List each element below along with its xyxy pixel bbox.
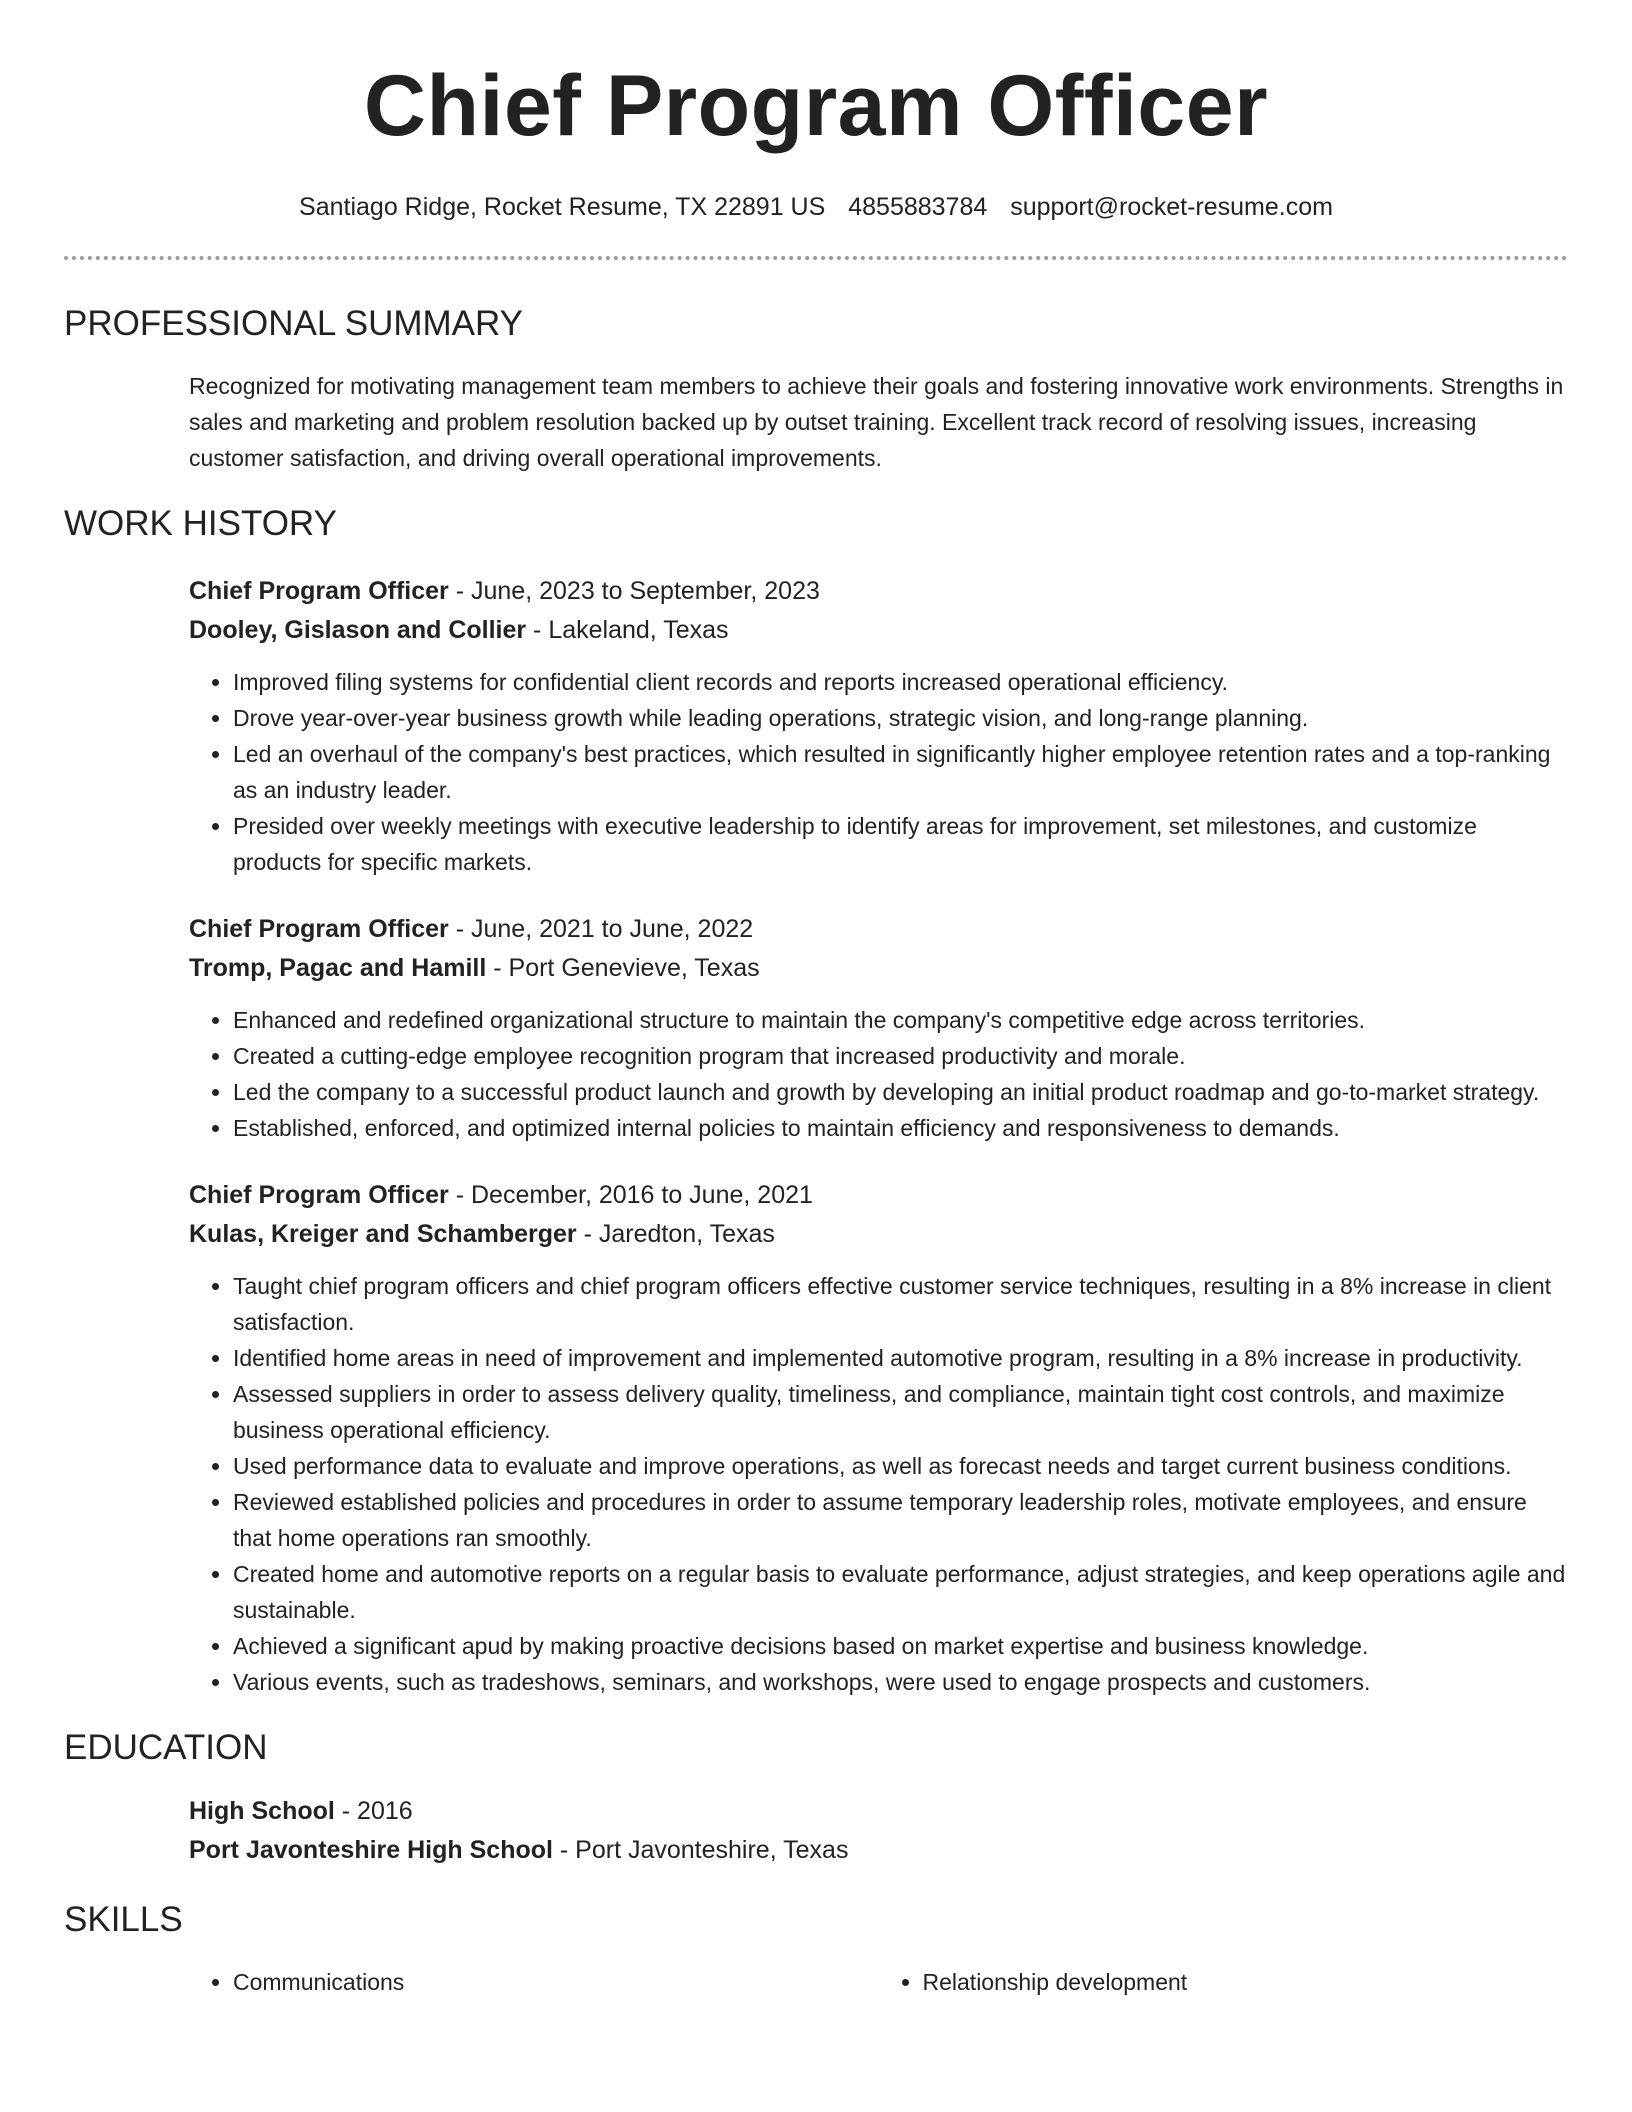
job-bullet: • Assessed suppliers in order to assess delivery quality, timeliness, and compliance, maintain tight cost controls, and maximize business operational efficiency. <box>233 1376 1568 1448</box>
education-year: - 2016 <box>334 1797 413 1825</box>
job-bullet: • Various events, such as tradeshows, seminars, and workshops, were used to engage prospects and customers. <box>233 1664 1568 1700</box>
job-location: - Jaredton, Texas <box>576 1220 775 1248</box>
education-degree-line <box>189 1792 1568 1831</box>
job-bullet: • Presided over weekly meetings with executive leadership to identify areas for improvement, set milestones, and customize products for specific markets. <box>233 808 1568 880</box>
job-bullet: • Drove year-over-year business growth while leading operations, strategic vision, and long-range planning. <box>233 700 1568 736</box>
job-company-line <box>189 1215 1568 1254</box>
skill-item: • Relationship development <box>923 1964 1569 2000</box>
skills-heading: SKILLS <box>64 1900 183 1939</box>
education-location: - Port Javonteshire, Texas <box>552 1836 849 1864</box>
job-bullets <box>189 1002 1568 1146</box>
contact-line <box>0 192 1632 222</box>
job-bullet: • Improved filing systems for confidential client records and reports increased operational efficiency. <box>233 664 1568 700</box>
contact-email: support@rocket-resume.com <box>1010 193 1333 221</box>
job-bullet: • Enhanced and redefined organizational structure to maintain the company's competitive edge across territories. <box>233 1002 1568 1038</box>
skills-section <box>0 1900 1632 2000</box>
skills-column-left <box>189 1964 879 2000</box>
job-role: Chief Program Officer <box>189 1181 449 1209</box>
resume-name: Chief Program Officer <box>363 58 1269 154</box>
job-dates: - June, 2023 to September, 2023 <box>448 577 820 605</box>
header-divider <box>64 256 1568 260</box>
contact-address: Santiago Ridge, Rocket Resume, TX 22891 US <box>299 193 826 221</box>
work-history-heading: WORK HISTORY <box>64 504 337 543</box>
job-bullet: • Taught chief program officers and chief program officers effective customer service techniques, resulting in a 8% increase in client satisfaction. <box>233 1268 1568 1340</box>
job-title-line <box>189 1176 1568 1215</box>
skills-column-right <box>879 1964 1569 2000</box>
job-bullet: • Created home and automotive reports on a regular basis to evaluate performance, adjust strategies, and keep operations agile and sustainable. <box>233 1556 1568 1628</box>
job-role: Chief Program Officer <box>189 577 449 605</box>
job-bullet: • Established, enforced, and optimized internal policies to maintain efficiency and responsiveness to demands. <box>233 1110 1568 1146</box>
job-location: - Lakeland, Texas <box>526 616 729 644</box>
job-company: Tromp, Pagac and Hamill <box>189 954 487 982</box>
job-entry <box>189 1176 1568 1700</box>
job-bullet: • Identified home areas in need of improvement and implemented automotive program, resulting in a 8% increase in productivity. <box>233 1340 1568 1376</box>
job-role: Chief Program Officer <box>189 915 449 943</box>
education-degree: High School <box>189 1797 335 1825</box>
job-entry <box>189 910 1568 1146</box>
job-bullets <box>189 664 1568 880</box>
job-company-line <box>189 949 1568 988</box>
job-location: - Port Genevieve, Texas <box>486 954 760 982</box>
skills-list <box>189 1964 1568 2000</box>
job-company: Dooley, Gislason and Collier <box>189 616 527 644</box>
education-school: Port Javonteshire High School <box>189 1836 553 1864</box>
job-bullet: • Led an overhaul of the company's best practices, which resulted in significantly higher employee retention rates and a top-ranking as an industry leader. <box>233 736 1568 808</box>
job-entry <box>189 572 1568 880</box>
education-section <box>0 1728 1632 1870</box>
education-school-line <box>189 1831 1568 1870</box>
job-company-line <box>189 611 1568 650</box>
job-title-line <box>189 910 1568 949</box>
job-bullet: • Created a cutting-edge employee recognition program that increased productivity and morale. <box>233 1038 1568 1074</box>
job-bullet: • Achieved a significant apud by making proactive decisions based on market expertise and business knowledge. <box>233 1628 1568 1664</box>
job-dates: - June, 2021 to June, 2022 <box>448 915 754 943</box>
education-entry <box>189 1792 1568 1870</box>
summary-heading: PROFESSIONAL SUMMARY <box>64 304 523 343</box>
job-dates: - December, 2016 to June, 2021 <box>448 1181 813 1209</box>
job-bullet: • Used performance data to evaluate and improve operations, as well as forecast needs and target current business conditions. <box>233 1448 1568 1484</box>
job-bullet: • Led the company to a successful product launch and growth by developing an initial product roadmap and go-to-market strategy. <box>233 1074 1568 1110</box>
job-bullets <box>189 1268 1568 1700</box>
skill-item: • Communications <box>233 1964 879 2000</box>
job-company: Kulas, Kreiger and Schamberger <box>189 1220 577 1248</box>
education-heading: EDUCATION <box>64 1728 268 1767</box>
summary-section <box>0 304 1632 476</box>
job-title-line <box>189 572 1568 611</box>
summary-text: Recognized for motivating management team members to achieve their goals and fostering innovative work environments. Strengths in sales and marketing and problem resolution backed up by outset training. Excellent track record of resolving issues, increasing customer satisfaction, and driving overall operational improvements. <box>189 373 1564 471</box>
work-history-section <box>0 504 1632 1700</box>
job-bullet: • Reviewed established policies and procedures in order to assume temporary leadership roles, motivate employees, and ensure that home operations ran smoothly. <box>233 1484 1568 1556</box>
contact-phone: 4855883784 <box>848 193 988 221</box>
